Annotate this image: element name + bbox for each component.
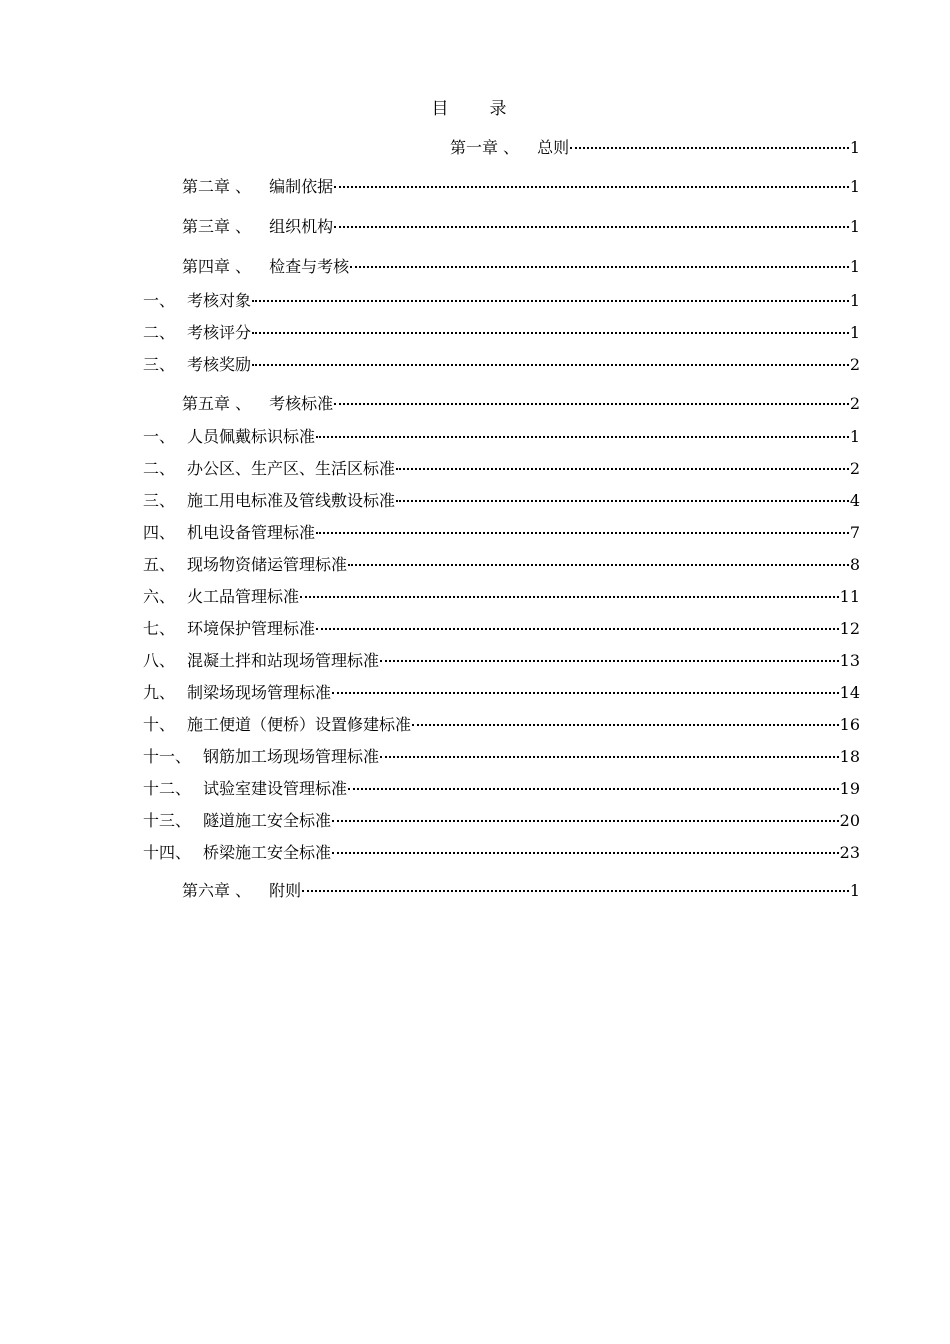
toc-entry-number: 十、 [143,715,176,734]
toc-entry-number: 二、 [143,323,176,342]
dot-leader [396,499,849,502]
toc-entry-number: 第六章 、 [182,881,252,900]
toc-entry[interactable] [143,618,860,640]
toc-entry-page: 1 [849,291,860,310]
dot-leader [332,691,839,694]
toc-entry[interactable] [143,458,860,480]
toc-entry-label: 人员佩戴标识标准 [187,427,316,446]
toc-entry-number: 四、 [143,523,176,542]
toc-entry-page: 2 [849,459,860,478]
toc-entry[interactable] [182,393,860,415]
toc-entry-label: 制梁场现场管理标准 [187,683,332,702]
toc-entry-page: 8 [849,555,860,574]
toc-entry-label: 编制依据 [269,177,334,196]
toc-entry[interactable] [143,682,860,704]
toc-entry-label: 混凝土拌和站现场管理标准 [187,651,380,670]
toc-entry[interactable] [143,650,860,672]
toc-entry[interactable] [143,778,860,800]
toc-entry-page: 16 [839,715,860,734]
toc-entry-label: 试验室建设管理标准 [203,779,348,798]
toc-entry-number: 第二章 、 [182,177,252,196]
dot-leader [380,755,839,758]
toc-entry[interactable] [143,586,860,608]
toc-entry-label: 组织机构 [269,217,334,236]
toc-entry-page: 1 [849,881,860,900]
toc-entry-page: 7 [849,523,860,542]
toc-entry-label: 隧道施工安全标准 [203,811,332,830]
toc-entry[interactable] [182,880,860,902]
toc-entry-label: 施工用电标准及管线敷设标准 [187,491,396,510]
toc-entry-number: 一、 [143,291,176,310]
toc-entry-page: 2 [849,394,860,413]
toc-entry-number: 三、 [143,491,176,510]
toc-entry-page: 2 [849,355,860,374]
toc-entry-label: 火工品管理标准 [187,587,300,606]
dot-leader [396,467,849,470]
toc-entry-number: 十三、 [143,811,192,830]
toc-entry-number: 九、 [143,683,176,702]
dot-leader [300,595,839,598]
toc-entry-label: 考核对象 [187,291,252,310]
toc-entry-page: 1 [849,138,860,157]
toc-entry[interactable] [182,176,860,198]
toc-entry-page: 1 [849,177,860,196]
toc-entry[interactable] [182,216,860,238]
dot-leader [334,225,849,228]
toc-entry-page: 20 [839,811,860,830]
toc-entry-label: 桥梁施工安全标准 [203,843,332,862]
toc-entry-page: 1 [849,217,860,236]
dot-leader [348,787,839,790]
toc-entry-number: 十四、 [143,843,192,862]
toc-entry-label: 考核奖励 [187,355,252,374]
dot-leader [316,627,839,630]
toc-entry[interactable] [143,290,860,312]
toc-entry-number: 第五章 、 [182,394,252,413]
dot-leader [316,435,849,438]
toc-entry[interactable] [143,354,860,376]
toc-entry[interactable] [143,810,860,832]
toc-entry-page: 1 [849,257,860,276]
toc-entry-number: 六、 [143,587,176,606]
toc-entry[interactable] [143,554,860,576]
dot-leader [252,331,849,334]
toc-entry-page: 12 [839,619,860,638]
toc-entry-page: 14 [839,683,860,702]
toc-entry-page: 13 [839,651,860,670]
dot-leader [350,265,849,268]
toc-entry-label: 办公区、生产区、生活区标准 [187,459,396,478]
toc-entry-label: 现场物资储运管理标准 [187,555,348,574]
toc-entry-number: 十二、 [143,779,192,798]
toc-entry-page: 11 [839,587,860,606]
toc-entry-label: 钢筋加工场现场管理标准 [203,747,380,766]
toc-entry[interactable] [143,714,860,736]
dot-leader [348,563,849,566]
toc-entry-page: 18 [839,747,860,766]
toc-entry-label: 机电设备管理标准 [187,523,316,542]
toc-entry-number: 八、 [143,651,176,670]
toc-entry[interactable] [143,426,860,448]
dot-leader [316,531,849,534]
toc-entry-page: 1 [849,427,860,446]
dot-leader [412,723,839,726]
toc-entry-number: 三、 [143,355,176,374]
toc-entry-page: 23 [839,843,860,862]
dot-leader [380,659,839,662]
dot-leader [332,819,839,822]
dot-leader [334,402,849,405]
toc-entry-label: 考核评分 [187,323,252,342]
toc-entry-label: 环境保护管理标准 [187,619,316,638]
dot-leader [252,363,849,366]
toc-entry-number: 第四章 、 [182,257,252,276]
toc-entry-label: 附则 [269,881,302,900]
dot-leader [332,851,839,854]
toc-entry[interactable] [182,256,860,278]
toc-entry-number: 五、 [143,555,176,574]
toc-entry-label: 考核标准 [269,394,334,413]
toc-entry-number: 一、 [143,427,176,446]
dot-leader [334,185,849,188]
toc-entry[interactable] [143,490,860,512]
toc-entry-number: 第三章 、 [182,217,252,236]
toc-entry-page: 19 [839,779,860,798]
toc-entry-label: 总则 [537,138,570,157]
toc-entry-label: 施工便道（便桥）设置修建标准 [187,715,412,734]
toc-entry-number: 十一、 [143,747,192,766]
toc-entry-page: 4 [849,491,860,510]
toc-entry-page: 1 [849,323,860,342]
toc-entry-number: 七、 [143,619,176,638]
toc-title: 目 录 [431,99,519,119]
toc-entry-number: 二、 [143,459,176,478]
toc-entry-number: 第一章 、 [450,138,520,157]
dot-leader [252,299,849,302]
toc-entry[interactable] [450,137,860,159]
toc-entry[interactable] [143,322,860,344]
toc-entry[interactable] [143,746,860,768]
dot-leader [302,889,849,892]
dot-leader [570,146,849,149]
toc-entry-label: 检查与考核 [269,257,350,276]
toc-entry[interactable] [143,522,860,544]
toc-entry[interactable] [143,842,860,864]
